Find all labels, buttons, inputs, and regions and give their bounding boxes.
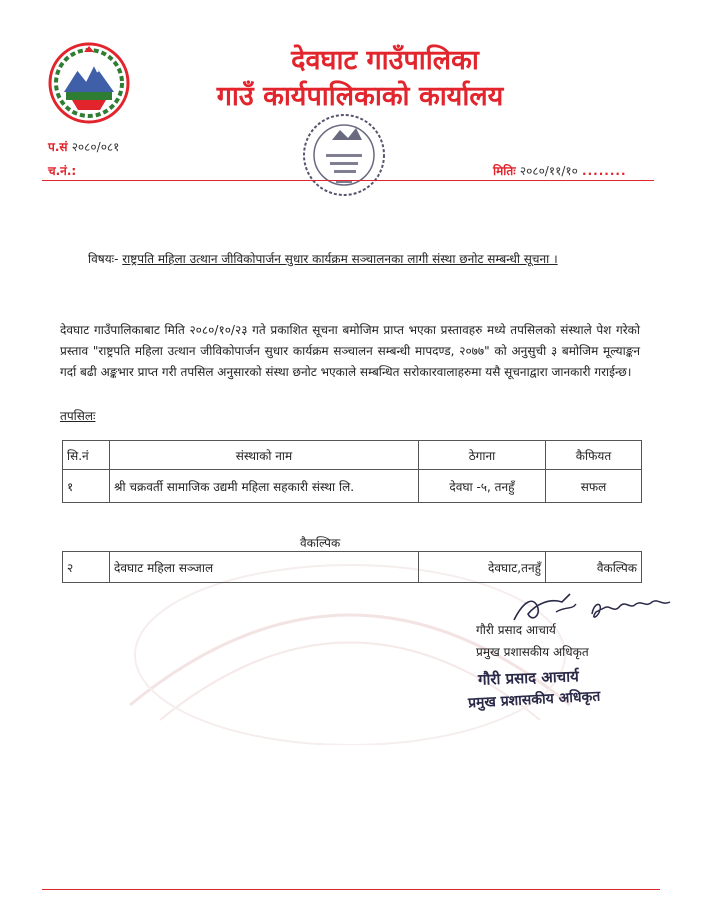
reference-number [48,138,119,155]
header-name: संस्थाको नाम [110,441,419,470]
table-row [63,470,642,503]
alt-row-remarks: वैकल्पिक [546,552,642,583]
row-sn: १ [63,470,110,503]
row-remarks: सफल [546,470,642,503]
subject-line [88,250,558,267]
alt-row-address: देवघाट,तनहुँ [419,552,546,583]
date-dots: ........ [582,164,627,178]
signer-name: गौरी प्रसाद आचार्य [476,623,556,637]
alt-row-name: देवघाट महिला सञ्जाल [110,552,419,583]
table-header-row [63,441,642,470]
org-title: देवघाट गाउँपालिका [291,45,479,76]
signer-post: प्रमुख प्रशासकीय अधिकृत [476,645,589,659]
letter-date [493,162,627,179]
ref-label: प.सं [48,140,68,154]
header-address: ठेगाना [419,441,546,470]
header-sn: सि.नं [63,441,110,470]
nepal-emblem-icon [48,42,130,124]
notice-paragraph: देवघाट गाउँपालिकाबाट मिति २०८०/१०/२३ गते प्रकाशित सूचना बमोजिम प्राप्त भएका प्रस्तावहरु मध्ये तपसिलको संस्थाले पेश गरेको प्रस्ताव "राष्ट्रपति महिला उत्थान जीविकोपार्जन सुधार कार्यक्रम सञ्चालन सम्बन्धी मापदण्ड, २०७७" को अनुसुची ३ बमोजिम मूल्याङ्कन गर्दा बढी अङ्कभार प्राप्त गरी तपसिल अनुसारको संस्था छनोट भएकाले सम्बन्धित सरोकारवालाहरुमा यसै सूचनाद्वारा जानकारी गराईन्छ। [60,323,640,379]
selected-organization-table [62,440,642,503]
alt-row-sn: २ [63,552,110,583]
header-divider [42,180,654,181]
ref-value: २०८०/०८१ [71,140,120,154]
subject-text: राष्ट्रपति महिला उत्थान जीविकोपार्जन सुधार कार्यक्रम सञ्चालनका लागी संस्था छनोट सम्बन्धी सूचना । [122,252,558,266]
row-address: देवघा -५, तनहुँ [419,470,546,503]
details-heading: तपसिलः [60,409,96,423]
row-name: श्री चक्रवर्ती सामाजिक उद्यमी महिला सहकारी संस्था लि. [110,470,419,503]
office-stamp-icon [296,110,392,200]
alternate-heading: वैकल्पिक [300,536,341,550]
date-value: २०८०/११/१० [519,164,578,178]
seal-post: प्रमुख प्रशासकीय अधिकृत [467,688,601,712]
org-subtitle: गाउँ कार्यपालिकाको कार्यालय [216,81,504,112]
header-remarks: कैफियत [546,441,642,470]
footer-divider [42,889,660,890]
table-row [63,552,642,583]
seal-name: गौरी प्रसाद आचार्य [477,667,580,689]
date-label: मितिः [493,164,516,178]
subject-prefix: विषयः- [88,252,119,266]
chalani-number-label: च.नं.: [48,164,77,178]
alternate-organization-table [62,551,642,583]
